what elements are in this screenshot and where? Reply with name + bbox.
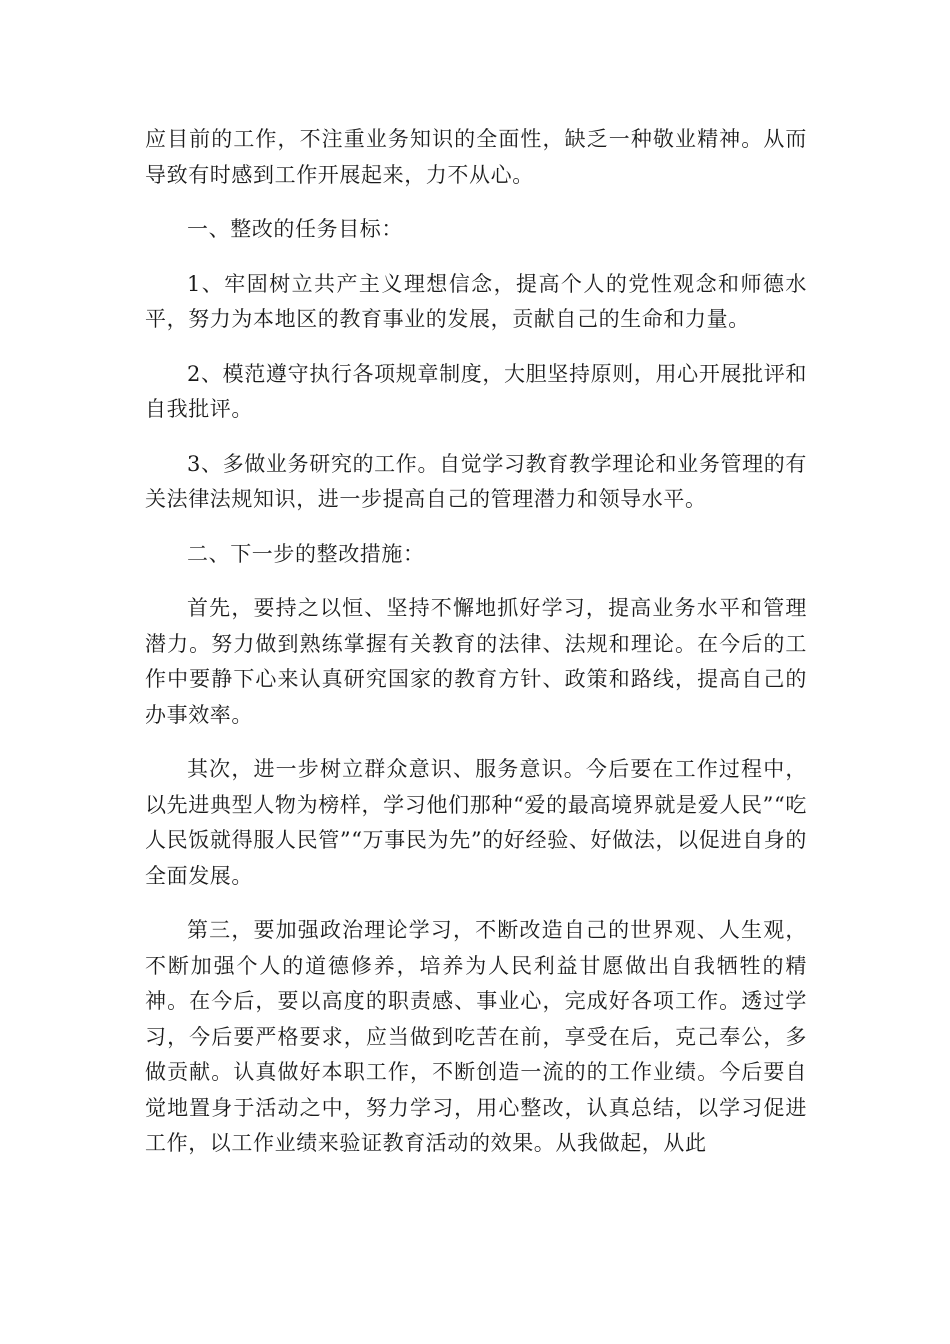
goal-item-2: 2、模范遵守执行各项规章制度，大胆坚持原则，用心开展批评和自我批评。 [145, 361, 807, 421]
section-heading-measures: 二、下一步的整改措施： [187, 541, 425, 566]
document-body [145, 122, 807, 1181]
goal-item-1: 1、牢固树立共产主义理想信念，提高个人的党性观念和师德水平，努力为本地区的教育事业的发展，贡献自己的生命和力量。 [145, 271, 807, 331]
goal-item-3: 3、多做业务研究的工作。自觉学习教育教学理论和业务管理的有关法律法规知识，进一步提高自己的管理潜力和领导水平。 [145, 451, 807, 511]
measure-paragraph-first: 首先，要持之以恒、坚持不懈地抓好学习，提高业务水平和管理潜力。努力做到熟练掌握有关教育的法律、法规和理论。在今后的工作中要静下心来认真研究国家的教育方针、政策和路线，提高自己的办事效率。 [145, 596, 807, 727]
measure-paragraph-second: 其次，进一步树立群众意识、服务意识。今后要在工作过程中，以先进典型人物为榜样，学习他们那种“爱的最高境界就是爱人民”“吃人民饭就得服人民管”“万事民为先”的好经验、好做法，以促进自身的全面发展。 [145, 757, 807, 888]
measure-paragraph-third: 第三，要加强政治理论学习，不断改造自己的世界观、人生观，不断加强个人的道德修养，培养为人民利益甘愿做出自我牺牲的精神。在今后，要以高度的职责感、事业心，完成好各项工作。透过学习，今后要严格要求，应当做到吃苦在前，享受在后，克己奉公，多做贡献。认真做好本职工作，不断创造一流的的工作业绩。今后要自觉地置身于活动之中，努力学习，用心整改，认真总结，以学习促进工作，以工作业绩来验证教育活动的效果。从我做起，从此 [145, 918, 807, 1155]
section-heading-goals: 一、整改的任务目标： [187, 217, 403, 241]
paragraph-continuation: 应目前的工作，不注重业务知识的全面性，缺乏一种敬业精神。从而导致有时感到工作开展起来，力不从心。 [145, 127, 807, 187]
